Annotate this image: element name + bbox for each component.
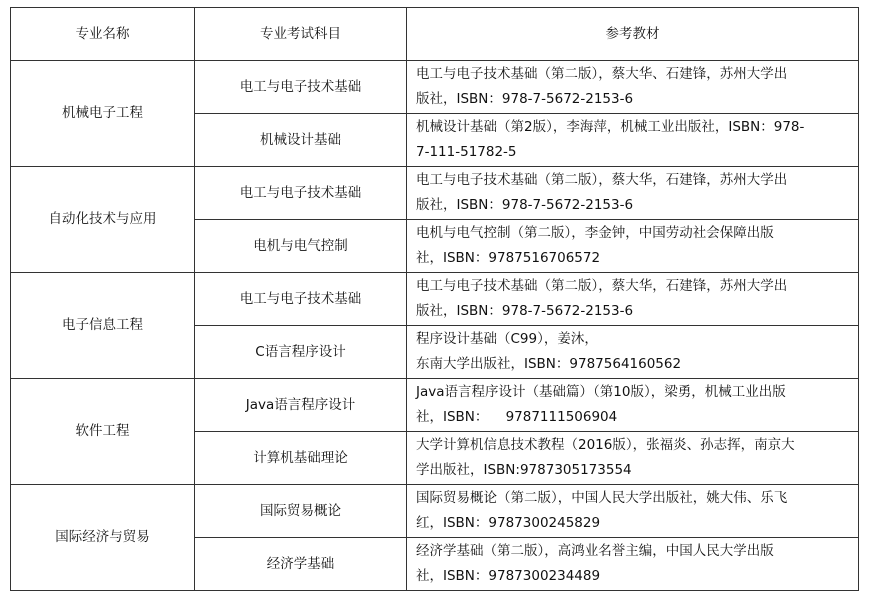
textbook-cell (407, 538, 859, 591)
textbook-line: 经济学基础（第二版），高鸿业名誉主编，中国人民大学出版 (416, 543, 774, 559)
table-row (11, 379, 859, 432)
major-name-cell: 自动化技术与应用 (11, 167, 195, 273)
exam-subject-cell: 电工与电子技术基础 (195, 61, 407, 114)
textbook-line: 电工与电子技术基础（第二版），蔡大华，石建锋，苏州大学出 (416, 278, 788, 294)
exam-subject-cell: 电机与电气控制 (195, 220, 407, 273)
textbook-line: 大学计算机信息技术教程（2016版），张福炎、孙志挥，南京大 (416, 437, 795, 453)
major-name-cell: 软件工程 (11, 379, 195, 485)
exam-subject-cell: Java语言程序设计 (195, 379, 407, 432)
textbook-line: 程序设计基础（C99），姜沐， (416, 331, 598, 347)
table-row (11, 485, 859, 538)
textbook-cell (407, 114, 859, 167)
exam-textbook-table (10, 7, 859, 591)
textbook-line: 版社，ISBN：978-7-5672-2153-6 (416, 197, 634, 213)
exam-subject-cell: 电工与电子技术基础 (195, 273, 407, 326)
textbook-line: 东南大学出版社，ISBN：9787564160562 (416, 356, 682, 372)
textbook-line: 国际贸易概论（第二版），中国人民大学出版社，姚大伟、乐飞 (416, 490, 788, 506)
textbook-line: 电机与电气控制（第二版），李金钟，中国劳动社会保障出版 (416, 225, 774, 241)
table-body (11, 61, 859, 591)
header-major: 专业名称 (11, 8, 195, 61)
textbook-cell (407, 326, 859, 379)
textbook-cell (407, 220, 859, 273)
textbook-line: 版社，ISBN：978-7-5672-2153-6 (416, 303, 634, 319)
exam-subject-cell: 国际贸易概论 (195, 485, 407, 538)
header-textbook: 参考教材 (407, 8, 859, 61)
exam-subject-cell: 经济学基础 (195, 538, 407, 591)
major-name-cell: 机械电子工程 (11, 61, 195, 167)
textbook-line: 机械设计基础（第2版），李海萍，机械工业出版社，ISBN：978- (416, 119, 805, 135)
textbook-line: 电工与电子技术基础（第二版），蔡大华，石建锋，苏州大学出 (416, 172, 788, 188)
textbook-cell (407, 61, 859, 114)
textbook-line: 7-111-51782-5 (416, 144, 517, 160)
textbook-line: Java语言程序设计（基础篇）（第10版），梁勇，机械工业出版 (416, 384, 786, 400)
textbook-cell (407, 167, 859, 220)
exam-subject-cell: C语言程序设计 (195, 326, 407, 379)
major-name-cell: 电子信息工程 (11, 273, 195, 379)
textbook-line: 社，ISBN：9787516706572 (416, 250, 601, 266)
header-row (11, 8, 859, 61)
textbook-line: 社，ISBN：9787300234489 (416, 568, 601, 584)
textbook-line: 学出版社，ISBN:9787305173554 (416, 462, 632, 478)
textbook-line: 版社，ISBN：978-7-5672-2153-6 (416, 91, 634, 107)
major-name-cell: 国际经济与贸易 (11, 485, 195, 591)
exam-subject-cell: 电工与电子技术基础 (195, 167, 407, 220)
table-row (11, 273, 859, 326)
textbook-cell (407, 485, 859, 538)
textbook-line: 红，ISBN：9787300245829 (416, 515, 601, 531)
table-row (11, 61, 859, 114)
header-subject: 专业考试科目 (195, 8, 407, 61)
textbook-cell (407, 432, 859, 485)
exam-subject-cell: 计算机基础理论 (195, 432, 407, 485)
exam-subject-cell: 机械设计基础 (195, 114, 407, 167)
textbook-cell (407, 379, 859, 432)
textbook-cell (407, 273, 859, 326)
textbook-line: 社，ISBN： 9787111506904 (416, 409, 618, 425)
textbook-line: 电工与电子技术基础（第二版），蔡大华、石建锋，苏州大学出 (416, 66, 788, 82)
table-row (11, 167, 859, 220)
